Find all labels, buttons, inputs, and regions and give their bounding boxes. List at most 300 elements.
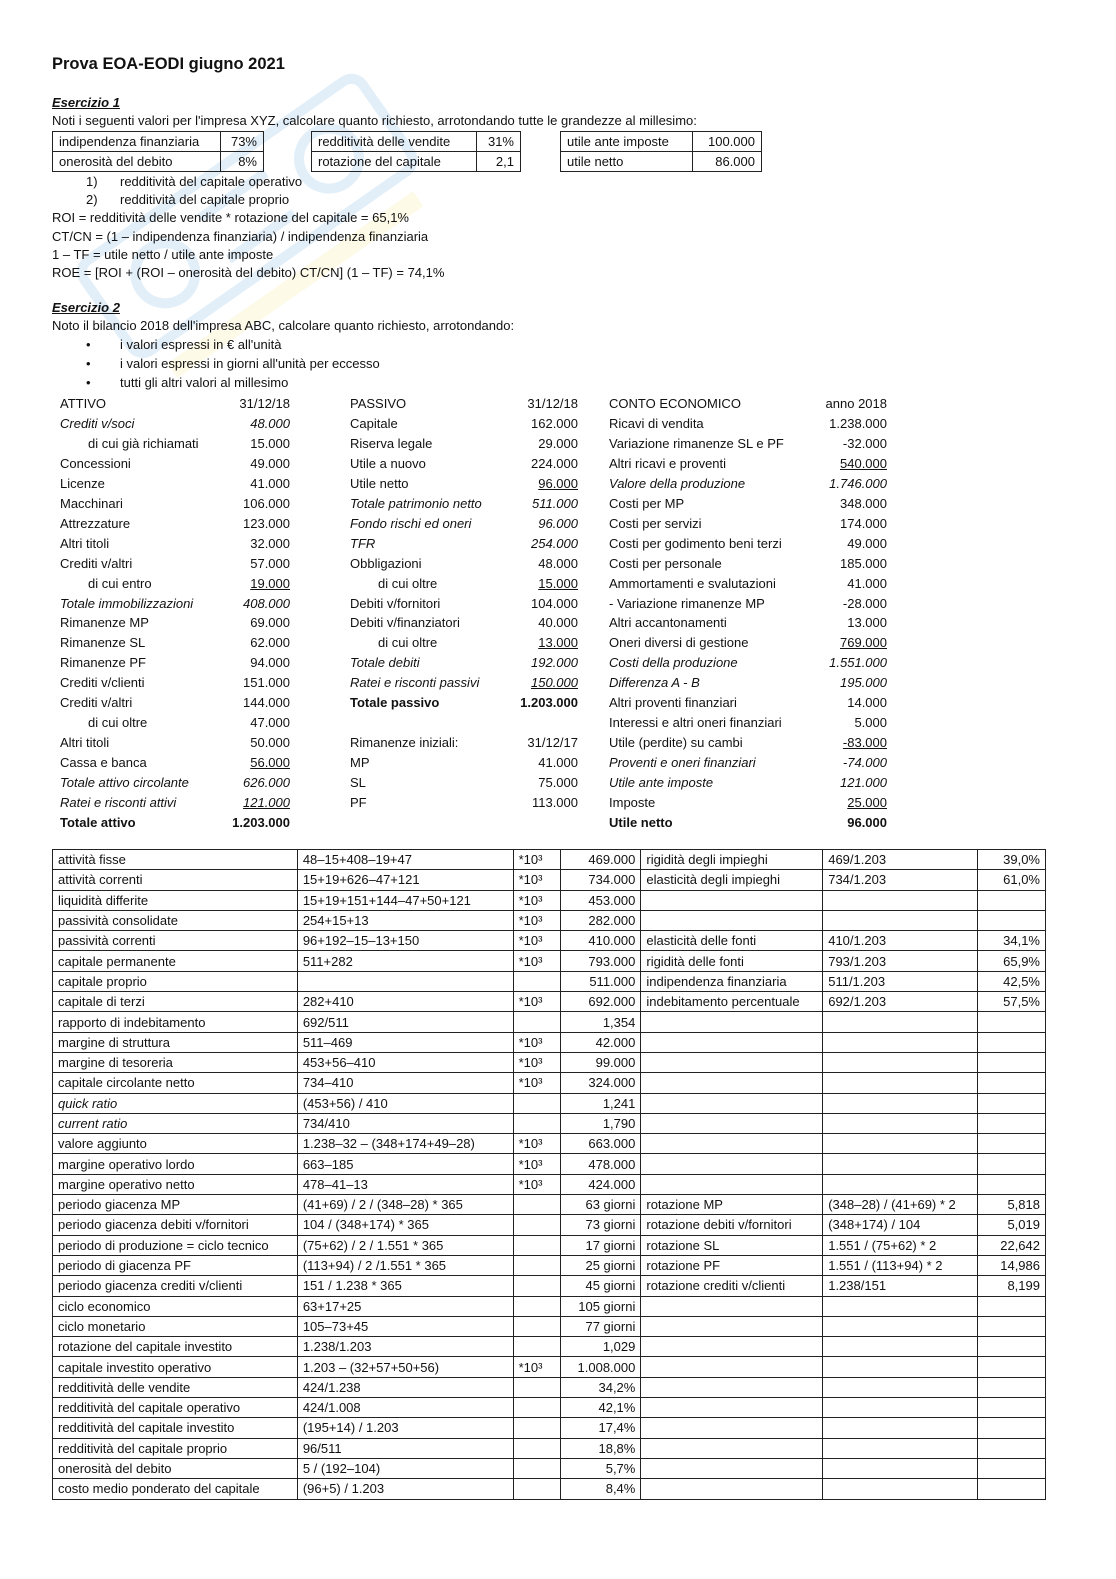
cell-indicator: costo medio ponderato del capitale <box>53 1479 298 1499</box>
liability-row <box>350 653 578 672</box>
cell-unit: *10³ <box>513 1154 561 1174</box>
income-row <box>609 613 887 632</box>
cell-formula: 663–185 <box>297 1154 513 1174</box>
exercise-1-title: Esercizio 1 <box>52 95 120 110</box>
ex2-bullet: • i valori espressi in € all'unità <box>86 337 282 352</box>
ratio-row <box>53 1418 1046 1438</box>
cell-formula: 151 / 1.238 * 365 <box>297 1276 513 1296</box>
ratio-row <box>53 1093 1046 1113</box>
liabilities-header-label: PASSIVO <box>350 396 407 411</box>
inventory-header-value: 31/12/17 <box>527 735 578 751</box>
asset-row-label: Crediti v/clienti <box>60 675 145 691</box>
income-row-value: 174.000 <box>840 515 887 531</box>
cell-ratio-result: 5,818 <box>978 1195 1046 1215</box>
cell-ratio-formula <box>823 1316 978 1336</box>
income-row-label: Altri proventi finanziari <box>609 695 737 711</box>
cell-ratio-formula <box>823 1134 978 1154</box>
ratio-row <box>53 971 1046 991</box>
ex2-bullet: • i valori espressi in giorni all'unità per eccesso <box>86 356 380 371</box>
cell-ratio-formula: 1.238/151 <box>823 1276 978 1296</box>
asset-row <box>60 713 290 732</box>
liability-row-value: 29.000 <box>538 435 578 451</box>
asset-row-label: Crediti v/altri <box>60 695 133 711</box>
cell-ratio-result: 42,5% <box>978 971 1046 991</box>
asset-row-value: 15.000 <box>250 435 290 451</box>
cell-ratio-formula <box>823 1012 978 1032</box>
cell-ratio-formula <box>823 1032 978 1052</box>
cell-ratio-result: 22,642 <box>978 1235 1046 1255</box>
ex1-label: utile netto <box>561 152 693 172</box>
asset-row <box>60 733 290 752</box>
asset-row <box>60 454 290 473</box>
income-row <box>609 474 887 493</box>
cell-ratio-formula: (348+174) / 104 <box>823 1215 978 1235</box>
ratio-row <box>53 1052 1046 1072</box>
income-row-label: Utile netto <box>609 814 673 830</box>
cell-ratio-result <box>978 1418 1046 1438</box>
asset-row-value: 47.000 <box>250 715 290 731</box>
income-row-value: 185.000 <box>840 555 887 571</box>
liability-row <box>350 494 578 513</box>
liability-row <box>350 454 578 473</box>
cell-indicator: periodo di produzione = ciclo tecnico <box>53 1235 298 1255</box>
ratio-row <box>53 850 1046 870</box>
asset-row <box>60 613 290 632</box>
asset-row-label: di cui entro <box>88 575 152 591</box>
income-row-value: 769.000 <box>840 635 887 651</box>
asset-row-value: 19.000 <box>250 575 290 591</box>
ex1-label: indipendenza finanziaria <box>53 132 221 152</box>
cell-ratio-formula <box>823 1438 978 1458</box>
cell-result: 17 giorni <box>561 1235 641 1255</box>
liability-row-label: di cui oltre <box>378 575 438 591</box>
cell-ratio-name: rotazione MP <box>641 1195 823 1215</box>
cell-unit <box>513 1296 561 1316</box>
inventory-row-label: SL <box>350 775 366 791</box>
cell-formula: 96+192–15–13+150 <box>297 931 513 951</box>
ratio-row <box>53 1479 1046 1499</box>
asset-row-value: 62.000 <box>250 635 290 651</box>
asset-row-value: 32.000 <box>250 535 290 551</box>
cell-unit <box>513 1316 561 1336</box>
asset-row-label: di cui oltre <box>88 715 148 731</box>
cell-unit <box>513 1255 561 1275</box>
asset-row <box>60 653 290 672</box>
cell-ratio-result: 39,0% <box>978 850 1046 870</box>
cell-ratio-result <box>978 910 1046 930</box>
ratio-row <box>53 1398 1046 1418</box>
cell-ratio-result <box>978 890 1046 910</box>
income-row-label: Costi per servizi <box>609 515 702 531</box>
income-row-label: Valore della produzione <box>609 475 746 491</box>
ratio-row <box>53 1215 1046 1235</box>
cell-formula: 692/511 <box>297 1012 513 1032</box>
cell-result: 73 giorni <box>561 1215 641 1235</box>
liability-row-label: Utile netto <box>350 475 409 491</box>
liability-row <box>350 693 578 712</box>
cell-formula: (75+62) / 2 / 1.551 * 365 <box>297 1235 513 1255</box>
asset-row <box>60 474 290 493</box>
cell-ratio-formula <box>823 1377 978 1397</box>
cell-ratio-name: rigidità degli impieghi <box>641 850 823 870</box>
cell-ratio-result <box>978 1398 1046 1418</box>
cell-ratio-formula <box>823 1357 978 1377</box>
liability-row <box>350 673 578 692</box>
asset-row <box>60 773 290 792</box>
ratio-row <box>53 1195 1046 1215</box>
asset-row <box>60 813 290 832</box>
ratio-row <box>53 1458 1046 1478</box>
income-row-value: -83.000 <box>842 735 887 751</box>
asset-row <box>60 633 290 652</box>
cell-ratio-result <box>978 1438 1046 1458</box>
income-row-value: -28.000 <box>842 595 887 611</box>
asset-row-value: 106.000 <box>243 495 290 511</box>
cell-ratio-name: rotazione debiti v/fornitori <box>641 1215 823 1235</box>
cell-ratio-result <box>978 1134 1046 1154</box>
cell-result: 77 giorni <box>561 1316 641 1336</box>
ex1-label: redditività delle vendite <box>312 132 477 152</box>
income-row-value: 1.551.000 <box>829 655 887 671</box>
cell-unit: *10³ <box>513 1357 561 1377</box>
liability-row-label: Fondo rischi ed oneri <box>350 515 472 531</box>
cell-result: 17,4% <box>561 1418 641 1438</box>
income-row <box>609 753 887 772</box>
income-row <box>609 813 887 832</box>
cell-indicator: redditività del capitale investito <box>53 1418 298 1438</box>
asset-row-label: Attrezzature <box>60 515 131 531</box>
ex1-item-2: 2) redditività del capitale proprio <box>86 192 290 207</box>
liability-row-label: Totale debiti <box>350 655 420 671</box>
cell-indicator: quick ratio <box>53 1093 298 1113</box>
ex1-formula: ROE = [ROI + (ROI – onerosità del debito) CT/CN] (1 – TF) = 74,1% <box>52 265 445 280</box>
cell-indicator: capitale permanente <box>53 951 298 971</box>
assets-header-label: ATTIVO <box>60 396 106 411</box>
cell-indicator: valore aggiunto <box>53 1134 298 1154</box>
cell-ratio-name: indebitamento percentuale <box>641 992 823 1012</box>
cell-ratio-name: elasticità degli impieghi <box>641 870 823 890</box>
cell-unit <box>513 1215 561 1235</box>
cell-unit <box>513 1276 561 1296</box>
cell-formula: 511+282 <box>297 951 513 971</box>
cell-ratio-formula <box>823 1093 978 1113</box>
asset-row-value: 626.000 <box>243 775 290 791</box>
ratio-row <box>53 1012 1046 1032</box>
income-row <box>609 574 887 593</box>
income-row-label: - Variazione rimanenze MP <box>609 595 765 611</box>
income-row-label: Utile (perdite) su cambi <box>609 735 743 751</box>
asset-row <box>60 494 290 513</box>
cell-result: 1,354 <box>561 1012 641 1032</box>
liabilities-header <box>350 394 578 413</box>
income-row <box>609 414 887 433</box>
income-row-label: Ammortamenti e svalutazioni <box>609 575 776 591</box>
cell-ratio-formula: 469/1.203 <box>823 850 978 870</box>
cell-result: 105 giorni <box>561 1296 641 1316</box>
cell-unit <box>513 1398 561 1418</box>
cell-result: 63 giorni <box>561 1195 641 1215</box>
income-row <box>609 633 887 652</box>
cell-ratio-name: indipendenza finanziaria <box>641 971 823 991</box>
ratio-row <box>53 1377 1046 1397</box>
cell-ratio-formula <box>823 1154 978 1174</box>
income-row <box>609 434 887 453</box>
liability-row <box>350 554 578 573</box>
ratio-row <box>53 1255 1046 1275</box>
cell-ratio-formula <box>823 890 978 910</box>
cell-unit: *10³ <box>513 870 561 890</box>
inventory-header <box>350 733 578 752</box>
ratio-row <box>53 1154 1046 1174</box>
cell-unit: *10³ <box>513 1073 561 1093</box>
cell-result: 5,7% <box>561 1458 641 1478</box>
ex1-table-sales <box>311 131 521 172</box>
cell-formula: 424/1.238 <box>297 1377 513 1397</box>
asset-row-value: 94.000 <box>250 655 290 671</box>
asset-row-label: Ratei e risconti attivi <box>60 795 177 810</box>
ex2-bullet: • tutti gli altri valori al millesimo <box>86 375 289 390</box>
cell-formula: 282+410 <box>297 992 513 1012</box>
cell-formula: 5 / (192–104) <box>297 1458 513 1478</box>
asset-row-label: Licenze <box>60 475 105 491</box>
ex1-value: 2,1 <box>476 152 520 172</box>
income-row-label: Variazione rimanenze SL e PF <box>609 435 784 451</box>
cell-ratio-name <box>641 1337 823 1357</box>
cell-unit <box>513 971 561 991</box>
cell-ratio-result <box>978 1012 1046 1032</box>
income-row-value: 14.000 <box>847 695 887 711</box>
liability-row-value: 254.000 <box>531 535 578 551</box>
cell-formula <box>297 971 513 991</box>
asset-row-label: Totale attivo <box>60 814 136 830</box>
cell-ratio-result <box>978 1032 1046 1052</box>
cell-result: 324.000 <box>561 1073 641 1093</box>
cell-indicator: redditività del capitale proprio <box>53 1438 298 1458</box>
ex1-table-profit <box>560 131 762 172</box>
ratio-row <box>53 1357 1046 1377</box>
income-row-label: Costi per godimento beni terzi <box>609 535 782 551</box>
cell-ratio-name <box>641 1398 823 1418</box>
income-row-value: 96.000 <box>847 814 887 830</box>
cell-unit <box>513 1479 561 1499</box>
asset-row-label: Macchinari <box>60 495 123 511</box>
cell-ratio-name <box>641 1479 823 1499</box>
cell-ratio-name <box>641 1052 823 1072</box>
cell-ratio-result: 61,0% <box>978 870 1046 890</box>
cell-ratio-result: 65,9% <box>978 951 1046 971</box>
cell-indicator: onerosità del debito <box>53 1458 298 1478</box>
cell-indicator: ciclo monetario <box>53 1316 298 1336</box>
cell-ratio-name: rotazione crediti v/clienti <box>641 1276 823 1296</box>
ex1-value: 8% <box>221 152 264 172</box>
cell-result: 734.000 <box>561 870 641 890</box>
income-row-label: Imposte <box>609 795 656 810</box>
cell-result: 282.000 <box>561 910 641 930</box>
cell-unit: *10³ <box>513 1174 561 1194</box>
asset-row <box>60 574 290 593</box>
income-row-value: 121.000 <box>840 775 887 791</box>
cell-unit: *10³ <box>513 890 561 910</box>
liability-row-label: Obbligazioni <box>350 555 422 571</box>
liability-row-value: 1.203.000 <box>520 695 578 711</box>
income-row <box>609 653 887 672</box>
cell-ratio-formula <box>823 1418 978 1438</box>
exercise-2-intro: Noto il bilancio 2018 dell'impresa ABC, calcolare quanto richiesto, arrotondando: <box>52 318 515 333</box>
ratio-row <box>53 992 1046 1012</box>
asset-row <box>60 554 290 573</box>
ratio-row <box>53 1337 1046 1357</box>
cell-unit <box>513 1418 561 1438</box>
cell-ratio-formula <box>823 1296 978 1316</box>
cell-ratio-formula <box>823 910 978 930</box>
cell-formula: 254+15+13 <box>297 910 513 930</box>
asset-row-value: 121.000 <box>243 795 290 810</box>
income-row-value: 348.000 <box>840 495 887 511</box>
asset-row-label: Crediti v/soci <box>60 415 135 431</box>
cell-result: 1,029 <box>561 1337 641 1357</box>
asset-row-label: Rimanenze SL <box>60 635 146 651</box>
ex1-value: 73% <box>221 132 264 152</box>
cell-ratio-formula: 692/1.203 <box>823 992 978 1012</box>
ratio-row <box>53 1113 1046 1133</box>
page-title: Prova EOA-EODI giugno 2021 <box>52 55 285 73</box>
cell-ratio-name <box>641 910 823 930</box>
income-row <box>609 773 887 792</box>
cell-ratio-formula <box>823 1052 978 1072</box>
income-row-value: 25.000 <box>847 795 887 810</box>
asset-row <box>60 673 290 692</box>
cell-indicator: margine di struttura <box>53 1032 298 1052</box>
cell-indicator: passività consolidate <box>53 910 298 930</box>
income-row-value: 1.746.000 <box>829 475 887 491</box>
cell-formula: 478–41–13 <box>297 1174 513 1194</box>
cell-result: 692.000 <box>561 992 641 1012</box>
cell-ratio-result <box>978 1174 1046 1194</box>
inventory-row-value: 41.000 <box>538 755 578 771</box>
asset-row-label: Concessioni <box>60 455 131 471</box>
cell-ratio-result: 8,199 <box>978 1276 1046 1296</box>
cell-unit: *10³ <box>513 910 561 930</box>
asset-row <box>60 514 290 533</box>
ratio-row <box>53 910 1046 930</box>
income-row-value: 5.000 <box>854 715 887 731</box>
cell-ratio-name: rotazione SL <box>641 1235 823 1255</box>
ratio-row <box>53 1276 1046 1296</box>
cell-unit: *10³ <box>513 992 561 1012</box>
asset-row <box>60 414 290 433</box>
liability-row-value: 162.000 <box>531 415 578 431</box>
liability-row-label: TFR <box>350 535 376 551</box>
cell-result: 511.000 <box>561 971 641 991</box>
liability-row <box>350 613 578 632</box>
liability-row-value: 13.000 <box>538 635 578 651</box>
inventory-row <box>350 793 578 812</box>
ratio-row <box>53 1316 1046 1336</box>
liability-row-value: 104.000 <box>531 595 578 611</box>
liability-row-label: Ratei e risconti passivi <box>350 675 480 691</box>
cell-unit <box>513 1195 561 1215</box>
cell-result: 8,4% <box>561 1479 641 1499</box>
cell-ratio-formula <box>823 1113 978 1133</box>
liability-row <box>350 594 578 613</box>
asset-row-value: 144.000 <box>243 695 290 711</box>
income-row-label: Oneri diversi di gestione <box>609 635 749 651</box>
asset-row-label: Altri titoli <box>60 735 110 751</box>
assets-header <box>60 394 290 413</box>
ratio-row <box>53 931 1046 951</box>
asset-row-label: Rimanenze PF <box>60 655 146 671</box>
inventory-row <box>350 773 578 792</box>
cell-ratio-formula <box>823 1174 978 1194</box>
cell-result: 99.000 <box>561 1052 641 1072</box>
cell-ratio-result: 14,986 <box>978 1255 1046 1275</box>
income-row-value: 41.000 <box>847 575 887 591</box>
cell-formula: (96+5) / 1.203 <box>297 1479 513 1499</box>
ratio-row <box>53 890 1046 910</box>
cell-unit <box>513 1377 561 1397</box>
liability-row-label: Riserva legale <box>350 435 433 451</box>
income-row-label: Altri ricavi e proventi <box>609 455 727 471</box>
ratio-row <box>53 1032 1046 1052</box>
asset-row-label: Altri titoli <box>60 535 110 551</box>
income-row-label: Ricavi di vendita <box>609 415 704 431</box>
cell-result: 410.000 <box>561 931 641 951</box>
income-header-label: CONTO ECONOMICO <box>609 396 741 411</box>
cell-ratio-name <box>641 890 823 910</box>
liability-row <box>350 414 578 433</box>
cell-ratio-formula <box>823 1398 978 1418</box>
ex1-label: onerosità del debito <box>53 152 221 172</box>
cell-result: 453.000 <box>561 890 641 910</box>
liability-row <box>350 574 578 593</box>
cell-ratio-result <box>978 1154 1046 1174</box>
liability-row <box>350 434 578 453</box>
ex1-value: 31% <box>476 132 520 152</box>
cell-formula: 453+56–410 <box>297 1052 513 1072</box>
asset-row-value: 49.000 <box>250 455 290 471</box>
cell-ratio-result <box>978 1337 1046 1357</box>
cell-formula: 15+19+626–47+121 <box>297 870 513 890</box>
cell-indicator: periodo di giacenza PF <box>53 1255 298 1275</box>
cell-unit <box>513 1012 561 1032</box>
cell-indicator: attività correnti <box>53 870 298 890</box>
cell-ratio-name <box>641 1377 823 1397</box>
liability-row-label: Totale patrimonio netto <box>350 495 482 511</box>
income-row-label: Altri accantonamenti <box>609 615 727 631</box>
income-row <box>609 793 887 812</box>
cell-indicator: periodo giacenza crediti v/clienti <box>53 1276 298 1296</box>
cell-formula: 15+19+151+144–47+50+121 <box>297 890 513 910</box>
ex1-item-1: 1) redditività del capitale operativo <box>86 174 303 189</box>
cell-ratio-result <box>978 1357 1046 1377</box>
cell-ratio-name <box>641 1418 823 1438</box>
asset-row-label: di cui già richiamati <box>88 435 199 451</box>
income-row <box>609 733 887 752</box>
cell-result: 18,8% <box>561 1438 641 1458</box>
cell-result: 1,241 <box>561 1093 641 1113</box>
cell-ratio-result <box>978 1113 1046 1133</box>
income-row <box>609 494 887 513</box>
liability-row-value: 48.000 <box>538 555 578 571</box>
asset-row-label: Totale attivo circolante <box>60 775 189 791</box>
inventory-row-label: MP <box>350 755 370 771</box>
asset-row-value: 1.203.000 <box>232 814 290 830</box>
ratio-row <box>53 1235 1046 1255</box>
cell-formula: 105–73+45 <box>297 1316 513 1336</box>
cell-unit <box>513 1113 561 1133</box>
ex1-formula: CT/CN = (1 – indipendenza finanziaria) / indipendenza finanziaria <box>52 229 429 244</box>
liability-row-value: 96.000 <box>538 475 578 491</box>
